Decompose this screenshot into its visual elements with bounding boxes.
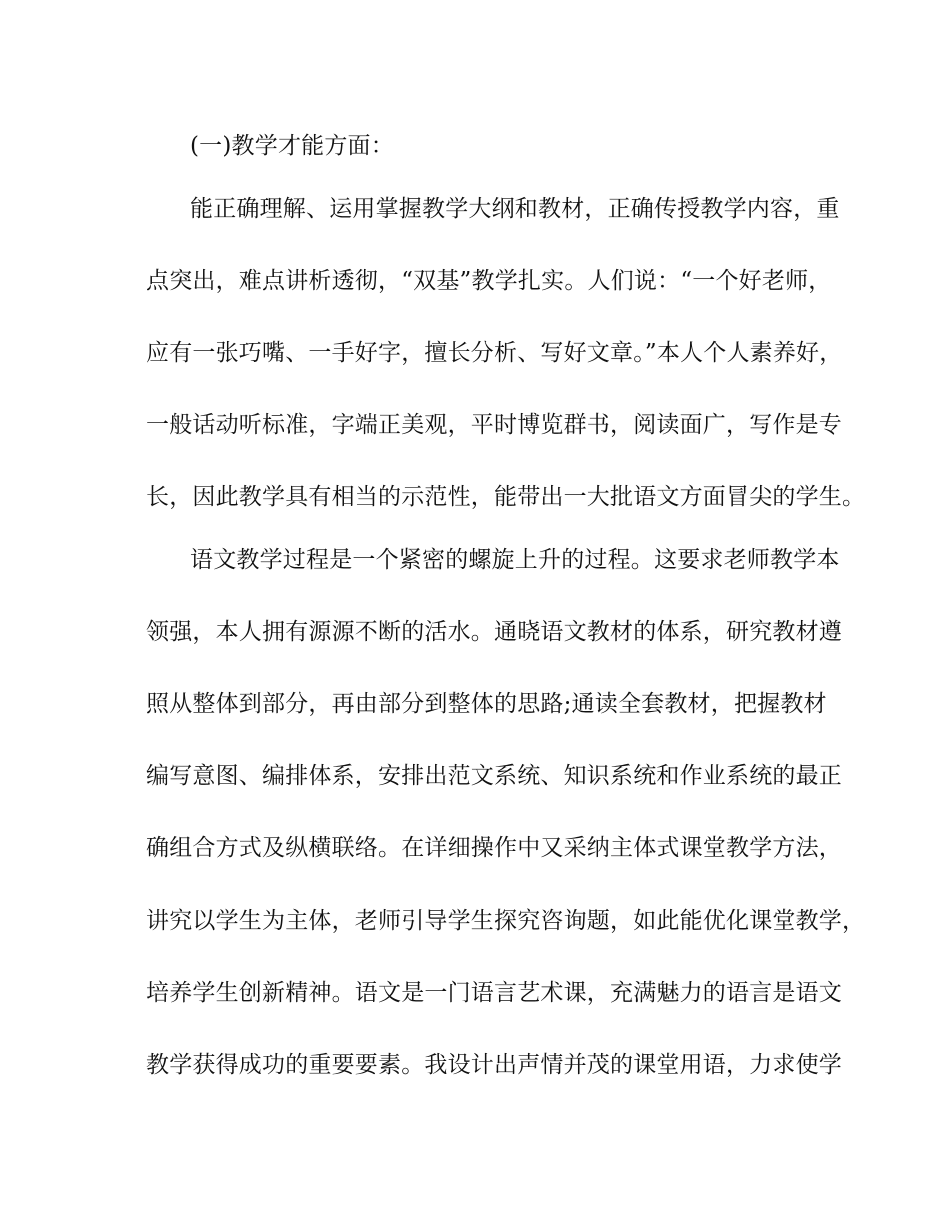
paragraph-line: 照从整体到部分，再由部分到整体的思路;通读全套教材，把握教材 bbox=[146, 691, 827, 717]
paragraph-line: 讲究以学生为主体，老师引导学生探究咨询题，如此能优化课堂教学， bbox=[146, 908, 866, 934]
paragraph-line: 语文教学过程是一个紧密的螺旋上升的过程。这要求老师教学本 bbox=[190, 547, 840, 573]
paragraph-line: 编写意图、编排体系，安排出范文系统、知识系统和作业系统的最正 bbox=[146, 763, 842, 789]
paragraph-line: 能正确理解、运用掌握教学大纲和教材，正确传授教学内容，重 bbox=[190, 196, 840, 222]
paragraph-line: 培养学生创新精神。语文是一门语言艺术课，充满魅力的语言是语文 bbox=[146, 980, 842, 1006]
paragraph-line: 一般话动听标准，字端正美观，平时博览群书，阅读面广，写作是专 bbox=[146, 412, 842, 438]
paragraph-line: 点突出，难点讲析透彻，“双基”教学扎实。人们说：“一个好老师， bbox=[146, 268, 832, 294]
paragraph-line: 长，因此教学具有相当的示范性，能带出一大批语文方面冒尖的学生。 bbox=[146, 484, 866, 510]
section-heading: (一)教学才能方面： bbox=[190, 133, 394, 159]
paragraph-line: 确组合方式及纵横联络。在详细操作中又采纳主体式课堂教学方法， bbox=[146, 835, 842, 861]
paragraph-line: 领强，本人拥有源源不断的活水。通晓语文教材的体系，研究教材遵 bbox=[146, 619, 842, 645]
paragraph-line: 教学获得成功的重要要素。我设计出声情并茂的课堂用语，力求使学 bbox=[146, 1052, 842, 1078]
paragraph-line: 应有一张巧嘴、一手好字，擅长分析、写好文章。”本人个人素养好， bbox=[146, 340, 843, 366]
